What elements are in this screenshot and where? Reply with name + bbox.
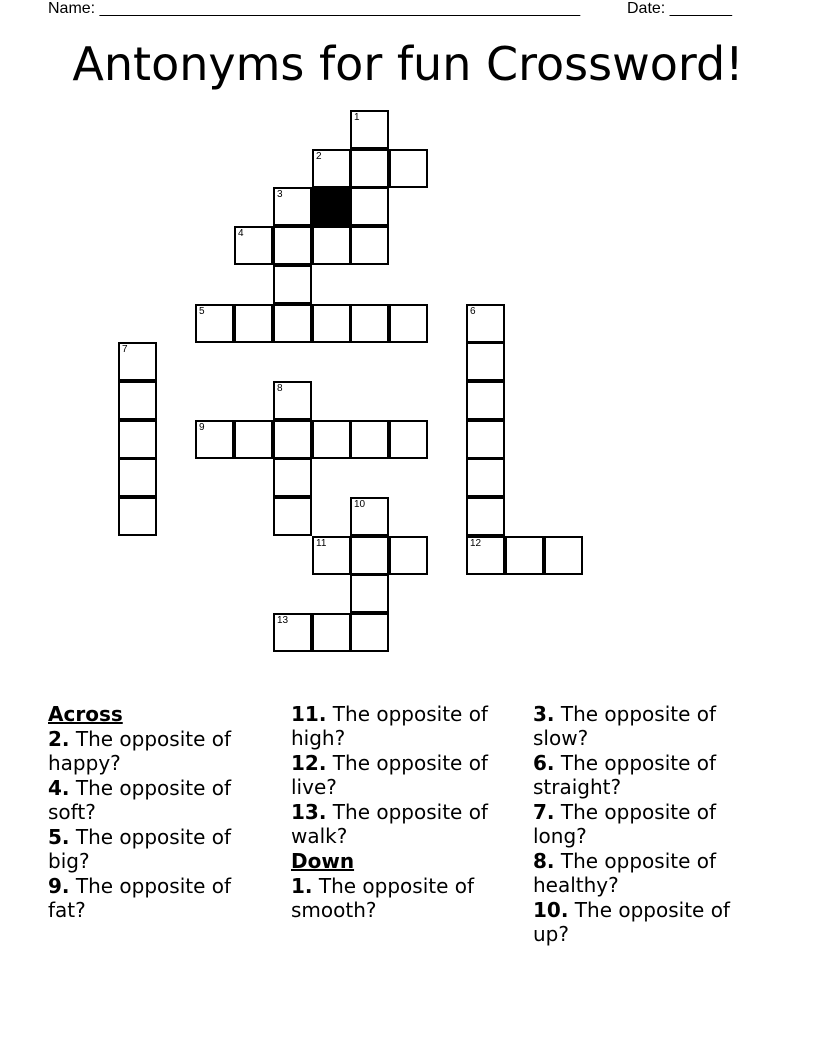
grid-cell[interactable] — [273, 304, 312, 343]
grid-cell[interactable] — [350, 613, 389, 652]
date-field-label: Date: _______ — [627, 0, 732, 17]
clue-number: 7 — [122, 344, 128, 355]
grid-cell[interactable] — [466, 381, 505, 420]
grid-cell[interactable] — [466, 497, 505, 536]
grid-cell[interactable] — [195, 304, 234, 343]
clue-number-label: 2. — [48, 727, 70, 751]
clue-number-label: 8. — [533, 849, 555, 873]
clue-number-label: 7. — [533, 800, 555, 824]
clue-item — [533, 702, 748, 750]
clue-text: The opposite of live? — [291, 751, 488, 799]
clue-text: The opposite of soft? — [48, 776, 232, 824]
clue-number: 10 — [354, 499, 366, 510]
grid-cell[interactable] — [234, 304, 273, 343]
grid-cell[interactable] — [312, 613, 351, 652]
clue-item — [48, 776, 263, 824]
clue-item — [533, 849, 748, 897]
clue-number-label: 10. — [533, 898, 569, 922]
grid-cell[interactable] — [466, 304, 505, 343]
grid-cell[interactable] — [544, 536, 583, 575]
clue-item — [48, 825, 263, 873]
grid-cell[interactable] — [350, 304, 389, 343]
page-title: Antonyms for fun Crossword! — [72, 37, 744, 91]
clue-number: 11 — [316, 538, 327, 549]
clue-item — [291, 800, 506, 848]
clue-number-label: 11. — [291, 702, 327, 726]
clue-item — [291, 702, 506, 750]
grid-cell[interactable] — [195, 420, 234, 459]
clue-text: The opposite of healthy? — [533, 849, 717, 897]
clue-item — [533, 751, 748, 799]
grid-cell[interactable] — [389, 149, 428, 188]
grid-cell[interactable] — [312, 149, 351, 188]
grid-cell[interactable] — [350, 110, 389, 149]
clue-text: The opposite of walk? — [291, 800, 488, 848]
grid-cell[interactable] — [350, 497, 389, 536]
grid-cell[interactable] — [466, 536, 505, 575]
clue-number: 6 — [470, 306, 476, 317]
down-heading: Down — [291, 849, 355, 873]
clue-text: The opposite of smooth? — [291, 874, 475, 922]
black-cell[interactable] — [312, 187, 351, 226]
grid-cell[interactable] — [312, 420, 351, 459]
clue-text: The opposite of happy? — [48, 727, 232, 775]
clue-number-label: 5. — [48, 825, 70, 849]
grid-cell[interactable] — [350, 187, 389, 226]
clue-column-2 — [291, 702, 506, 923]
clue-number: 12 — [470, 538, 482, 549]
grid-cell[interactable] — [273, 420, 312, 459]
grid-cell[interactable] — [118, 420, 157, 459]
clue-item — [291, 751, 506, 799]
grid-cell[interactable] — [312, 226, 351, 265]
grid-cell[interactable] — [273, 497, 312, 536]
grid-cell[interactable] — [273, 265, 312, 304]
grid-cell[interactable] — [273, 187, 312, 226]
grid-cell[interactable] — [234, 420, 273, 459]
clue-item — [48, 874, 263, 922]
clue-number: 4 — [238, 228, 244, 239]
grid-cell[interactable] — [466, 420, 505, 459]
clue-item — [48, 727, 263, 775]
clue-number: 1 — [354, 112, 360, 123]
grid-cell[interactable] — [350, 420, 389, 459]
clue-number-label: 4. — [48, 776, 70, 800]
clue-column-1 — [48, 702, 263, 923]
grid-cell[interactable] — [234, 226, 273, 265]
clue-number: 9 — [199, 422, 205, 433]
clue-item — [291, 874, 506, 922]
clue-number: 8 — [277, 383, 283, 394]
clue-number-label: 3. — [533, 702, 555, 726]
clue-number-label: 12. — [291, 751, 327, 775]
grid-cell[interactable] — [466, 458, 505, 497]
clue-number: 3 — [277, 189, 283, 200]
clue-number-label: 13. — [291, 800, 327, 824]
grid-cell[interactable] — [350, 149, 389, 188]
grid-cell[interactable] — [118, 342, 157, 381]
clue-text: The opposite of straight? — [533, 751, 717, 799]
clue-number-label: 6. — [533, 751, 555, 775]
grid-cell[interactable] — [273, 458, 312, 497]
grid-cell[interactable] — [350, 536, 389, 575]
grid-cell[interactable] — [466, 342, 505, 381]
grid-cell[interactable] — [350, 574, 389, 613]
clue-number: 2 — [316, 151, 322, 162]
clue-text: The opposite of big? — [48, 825, 232, 873]
clue-text: The opposite of up? — [533, 898, 730, 946]
grid-cell[interactable] — [350, 226, 389, 265]
clue-text: The opposite of fat? — [48, 874, 232, 922]
grid-cell[interactable] — [273, 613, 312, 652]
grid-cell[interactable] — [312, 304, 351, 343]
grid-cell[interactable] — [273, 381, 312, 420]
clue-text: The opposite of slow? — [533, 702, 717, 750]
grid-cell[interactable] — [118, 458, 157, 497]
grid-cell[interactable] — [118, 497, 157, 536]
grid-cell[interactable] — [118, 381, 157, 420]
clue-number: 5 — [199, 306, 205, 317]
clue-item — [533, 898, 748, 946]
clue-number-label: 9. — [48, 874, 70, 898]
clue-number: 13 — [277, 615, 289, 626]
grid-cell[interactable] — [273, 226, 312, 265]
clue-column-3 — [533, 702, 748, 947]
clue-item — [533, 800, 748, 848]
name-field-label: Name: ______________________________________________________ — [48, 0, 581, 17]
clue-number-label: 1. — [291, 874, 313, 898]
clue-text: The opposite of high? — [291, 702, 488, 750]
grid-cell[interactable] — [505, 536, 544, 575]
across-heading: Across — [48, 702, 123, 726]
grid-cell[interactable] — [389, 536, 428, 575]
grid-cell[interactable] — [389, 420, 428, 459]
clue-text: The opposite of long? — [533, 800, 717, 848]
grid-cell[interactable] — [389, 304, 428, 343]
grid-cell[interactable] — [312, 536, 351, 575]
